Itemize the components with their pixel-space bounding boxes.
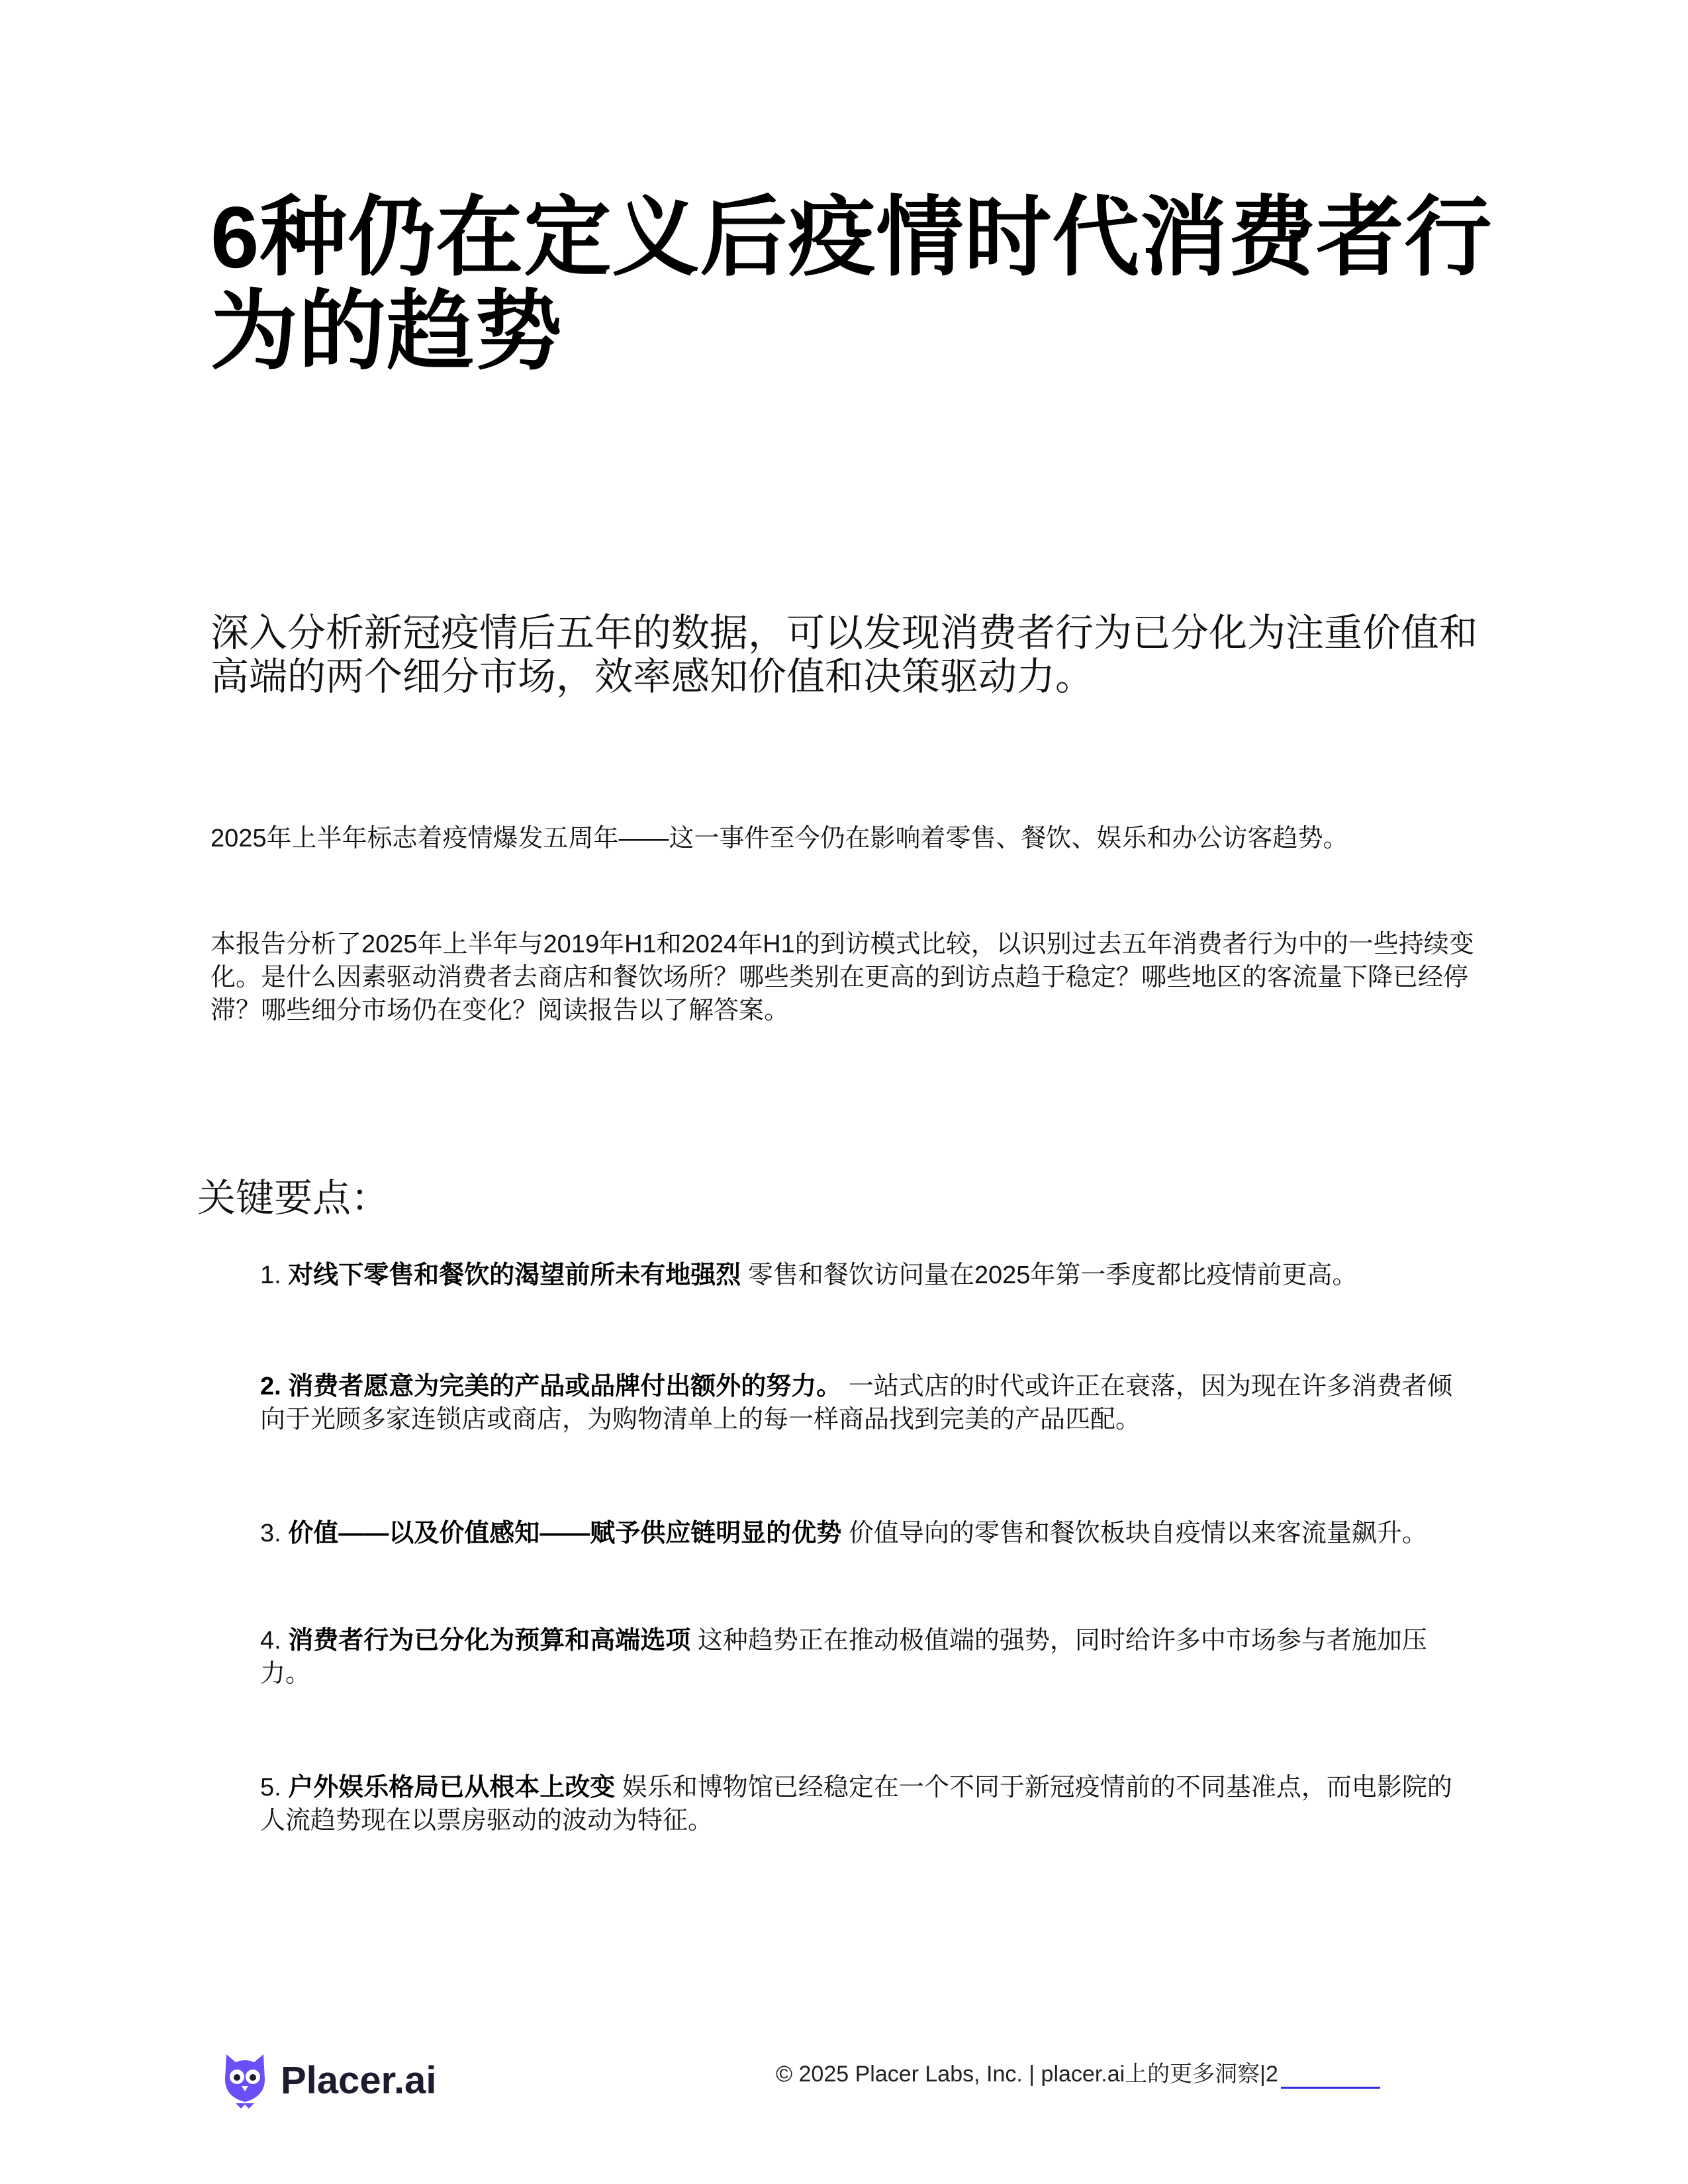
key-point-text: 一站式店的时代或许正在衰落，因为现在许多消费者倾向于光顾多家连锁店或商店，为购物清单上的每一样商品找到完美的产品匹配。 [260, 1373, 1452, 1433]
key-point-text: 零售和餐饮访问量在2025年第一季度都比疫情前更高。 [747, 1261, 1358, 1289]
key-point-text: 娱乐和博物馆已经稳定在一个不同于新冠疫情前的不同基准点，而电影院的人流趋势现在以票房驱动的波动为特征。 [260, 1774, 1452, 1835]
key-point-title: 价值——以及价值感知——赋予供应链明显的优势 [288, 1520, 842, 1547]
key-point-number: 3. [260, 1520, 281, 1547]
footer-copyright: © 2025 Placer Labs, Inc. | placer.ai上的更多洞察|2 [776, 2062, 1278, 2087]
owl-icon [221, 2050, 269, 2110]
subtitle: 深入分析新冠疫情后五年的数据，可以发现消费者行为已分化为注重价值和高端的两个细分市场，效率感知价值和决策驱动力。 [211, 612, 1478, 698]
key-point-title: 对线下零售和餐饮的渴望前所未有地强烈 [288, 1261, 741, 1289]
intro-paragraph-2: 本报告分析了2025年上半年与2019年H1和2024年H1的到访模式比较，以识别过去五年消费者行为中的一些持续变化。是什么因素驱动消费者去商店和餐饮场所？哪些类别在更高的到访点趋于稳定？哪些地区的客流量下降已经停滞？哪些细分市场仍在变化？阅读报告以了解答案。 [211, 931, 1474, 1024]
key-point-number: 2. [260, 1373, 281, 1400]
page-title: 6种仍在定义后疫情时代消费者行为的趋势 [211, 189, 1493, 380]
key-point-title: 户外娱乐格局已从根本上改变 [288, 1774, 616, 1801]
key-point-text: 这种趋势正在推动极值端的强势，同时给许多中市场参与者施加压力。 [260, 1627, 1427, 1688]
intro-paragraph-1: 2025年上半年标志着疫情爆发五周年——这一事件至今仍在影响着零售、餐饮、娱乐和办公访客趋势。 [211, 825, 1348, 852]
key-point-2 [260, 1370, 1465, 1436]
placer-logo[interactable] [221, 2050, 436, 2110]
key-point-title: 消费者行为已分化为预算和高端选项 [288, 1627, 691, 1655]
key-points-heading: 关键要点： [197, 1177, 390, 1220]
footer-link[interactable] [1281, 2060, 1380, 2089]
key-point-number: 5. [260, 1774, 281, 1801]
key-point-number: 1. [260, 1261, 281, 1289]
key-point-number: 4. [260, 1627, 281, 1655]
logo-text: Placer.ai [281, 2058, 437, 2102]
key-point-1 [260, 1259, 1465, 1292]
key-point-text: 价值导向的零售和餐饮板块自疫情以来客流量飙升。 [848, 1520, 1427, 1547]
key-point-5 [260, 1771, 1465, 1837]
key-point-title: 消费者愿意为完美的产品或品牌付出额外的努力。 [288, 1373, 842, 1400]
key-point-3 [260, 1517, 1465, 1550]
footer [776, 2060, 1380, 2089]
key-point-4 [260, 1624, 1465, 1690]
